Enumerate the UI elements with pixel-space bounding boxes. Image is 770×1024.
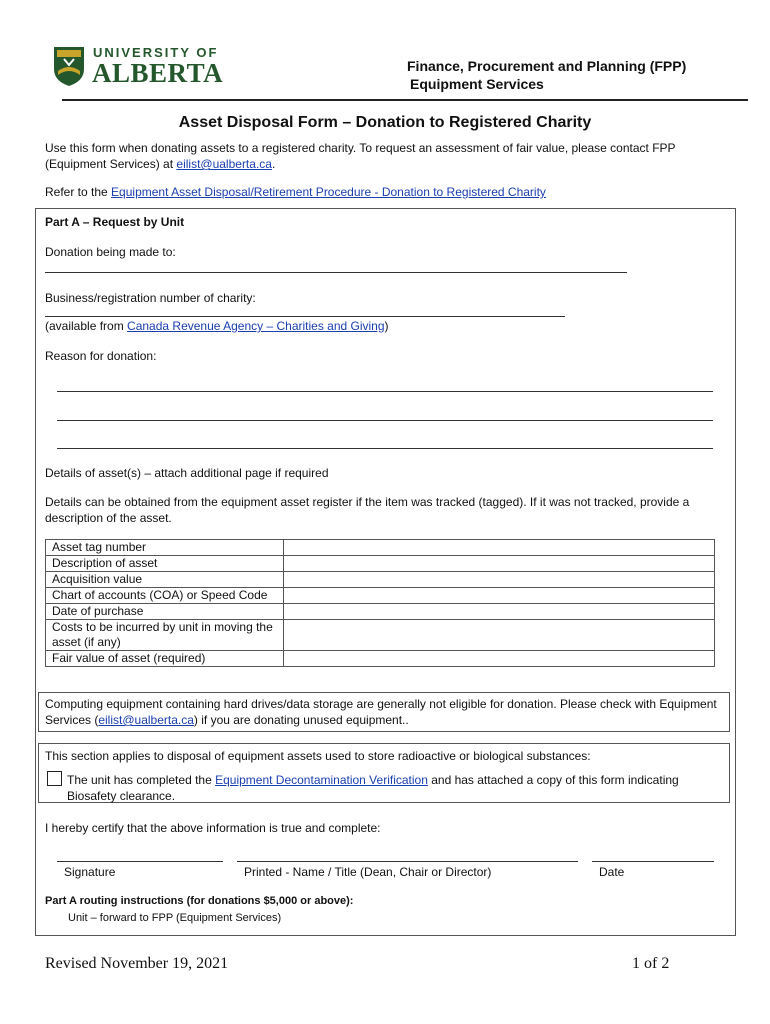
date-label: Date — [599, 865, 625, 879]
available-suffix: ) — [384, 319, 389, 333]
table-row — [46, 620, 715, 651]
checkbox-text: The unit has completed the — [67, 773, 216, 787]
decontamination-checkbox[interactable] — [47, 771, 62, 786]
printed-name-line[interactable] — [237, 861, 578, 862]
revision-date: Revised November 19, 2021 — [45, 955, 229, 972]
decontamination-link[interactable]: Equipment Decontamination Verification — [215, 773, 428, 787]
department-name: Finance, Procurement and Planning (FPP) — [407, 58, 687, 74]
printed-name-label: Printed - Name / Title (Dean, Chair or Director) — [244, 865, 492, 879]
details-note: Details can be obtained from the equipment asset register if the item was tracked (tagged). If it was not tracked, provide a description of the asset. — [45, 495, 690, 525]
form-title: Asset Disposal Form – Donation to Registered Charity — [178, 114, 592, 131]
routing-text: Unit – forward to FPP (Equipment Services) — [68, 912, 282, 924]
asset-field-label: Asset tag number — [46, 540, 284, 556]
date-line[interactable] — [592, 861, 714, 862]
table-row — [46, 540, 715, 556]
available-text — [45, 318, 389, 334]
asset-field-label: Fair value of asset (required) — [46, 651, 284, 667]
refer-text — [45, 184, 546, 200]
business-number-field[interactable] — [45, 316, 565, 317]
computing-text: Computing equipment containing hard drives/data storage are generally not eligible for donation. Please check with Equipment Services ( — [45, 697, 717, 727]
intro-text — [45, 140, 725, 172]
intro-text-body: Use this form when donating assets to a registered charity. To request an assessment of fair value, please contact FPP (Equipment Services) at — [45, 141, 676, 171]
details-label: Details of asset(s) – attach additional page if required — [45, 466, 329, 480]
available-prefix: (available from — [45, 319, 128, 333]
reason-line-1[interactable] — [57, 391, 713, 392]
asset-field-label: Costs to be incurred by unit in moving the asset (if any) — [46, 620, 284, 651]
certification-text: I hereby certify that the above information is true and complete: — [45, 821, 381, 835]
asset-field-value[interactable] — [284, 540, 715, 556]
asset-field-value[interactable] — [284, 651, 715, 667]
computing-notice — [45, 696, 725, 728]
business-label: Business/registration number of charity: — [45, 291, 256, 305]
table-row — [46, 572, 715, 588]
table-row — [46, 604, 715, 620]
computing-email-link[interactable]: eilist@ualberta.ca — [98, 713, 194, 727]
contact-email-link[interactable]: eilist@ualberta.ca — [176, 157, 272, 171]
asset-field-value[interactable] — [284, 588, 715, 604]
part-a-heading: Part A – Request by Unit — [45, 215, 185, 229]
logo-text-university: UNIVERSITY OF — [93, 45, 219, 60]
asset-field-label: Date of purchase — [46, 604, 284, 620]
procedure-link[interactable]: Equipment Asset Disposal/Retirement Procedure - Donation to Registered Charity — [111, 185, 546, 199]
asset-field-value[interactable] — [284, 620, 715, 651]
asset-field-label: Chart of accounts (COA) or Speed Code — [46, 588, 284, 604]
asset-field-label: Description of asset — [46, 556, 284, 572]
cra-link[interactable]: Canada Revenue Agency – Charities and Giving — [127, 319, 385, 333]
refer-prefix: Refer to the — [45, 185, 112, 199]
asset-details-table — [45, 539, 715, 667]
checkbox-text-end: and has attached a copy of this form indicating Biosafety clearance. — [67, 773, 679, 803]
intro-period: . — [271, 157, 276, 171]
reason-line-2[interactable] — [57, 420, 713, 421]
checkbox-label — [67, 772, 727, 804]
asset-field-value[interactable] — [284, 556, 715, 572]
reason-label: Reason for donation: — [45, 349, 157, 363]
logo-text-alberta: ALBERTA — [92, 58, 224, 88]
service-name: Equipment Services — [410, 76, 544, 92]
header-divider — [62, 99, 748, 101]
routing-heading: Part A routing instructions (for donations $5,000 or above): — [45, 895, 354, 907]
reason-line-3[interactable] — [57, 448, 713, 449]
asset-field-value[interactable] — [284, 572, 715, 588]
table-row — [46, 651, 715, 667]
page-number: 1 of 2 — [632, 955, 670, 972]
asset-field-label: Acquisition value — [46, 572, 284, 588]
asset-field-value[interactable] — [284, 604, 715, 620]
computing-text-end: ) if you are donating unused equipment.. — [193, 713, 409, 727]
donation-label: Donation being made to: — [45, 245, 176, 259]
table-row — [46, 588, 715, 604]
donation-field[interactable] — [45, 272, 627, 273]
signature-line[interactable] — [57, 861, 223, 862]
crest-icon — [52, 43, 86, 87]
biosafety-section-text: This section applies to disposal of equipment assets used to store radioactive or biological substances: — [45, 749, 591, 763]
signature-label: Signature — [64, 865, 116, 879]
table-row — [46, 556, 715, 572]
